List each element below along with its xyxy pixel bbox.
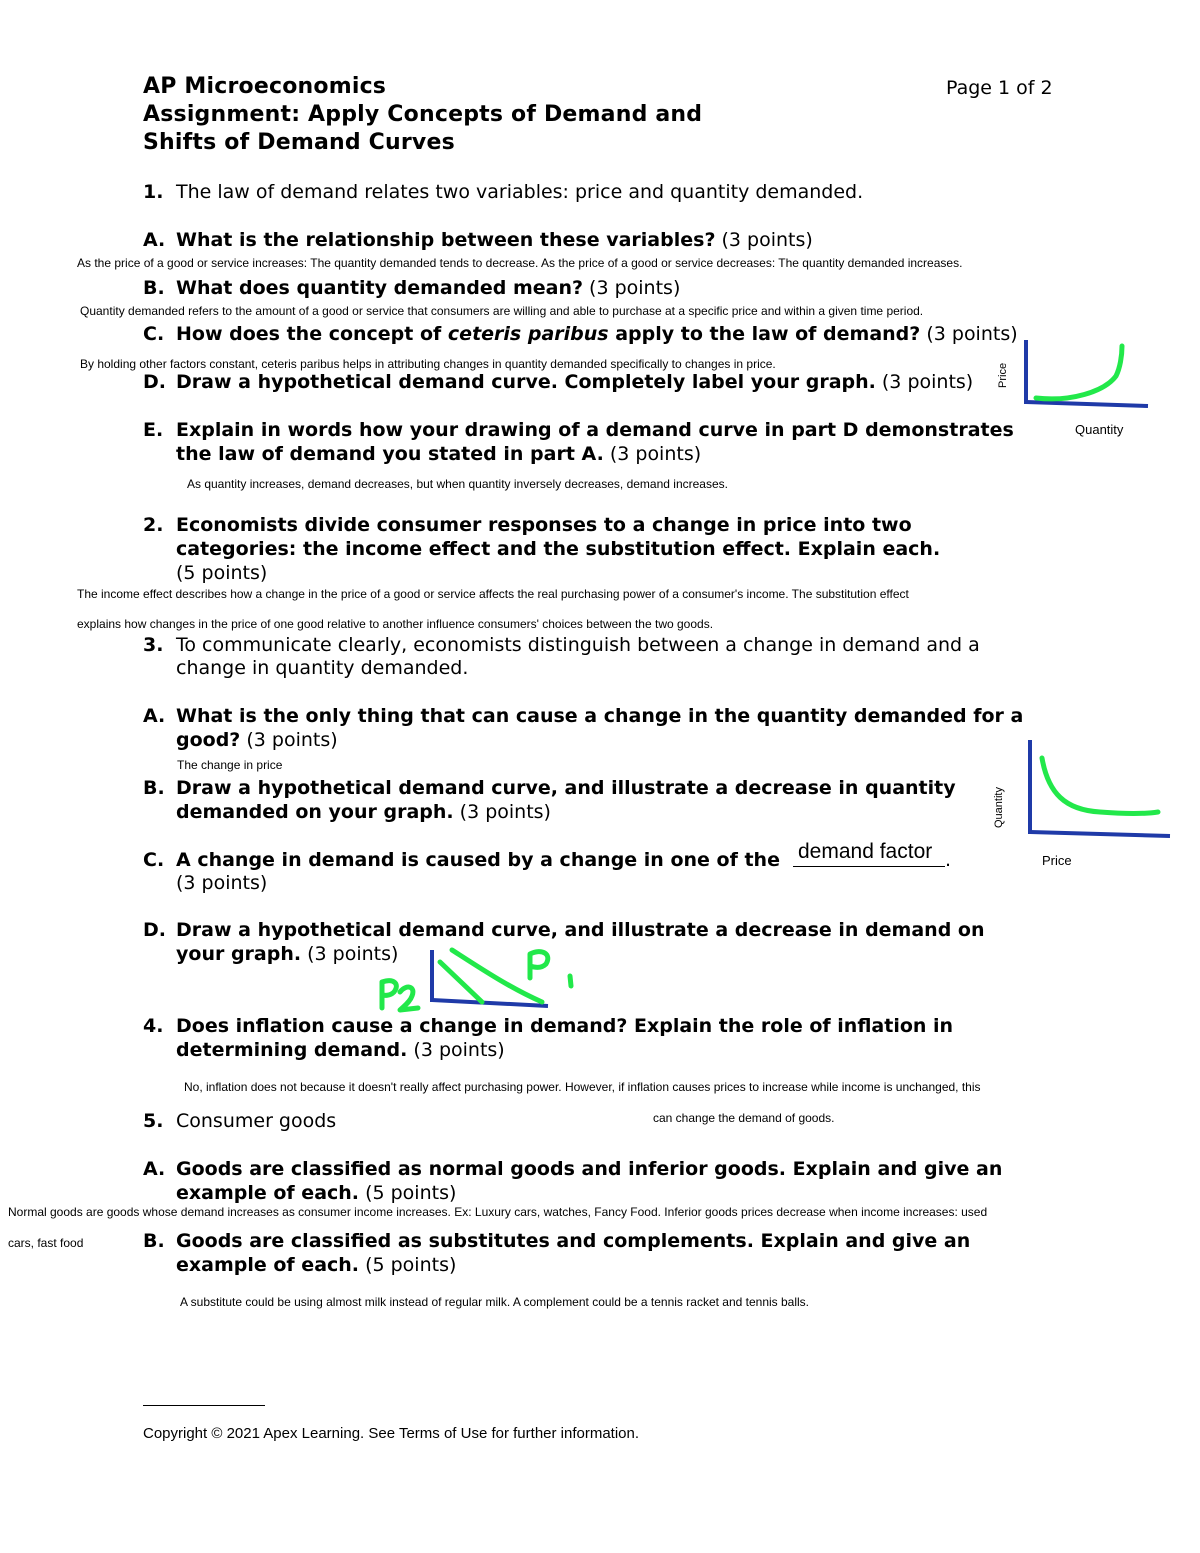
- q3c-blank-line: [793, 866, 945, 867]
- q5b-letter: B.: [143, 1230, 165, 1252]
- q3b-text-line2: demanded on your graph.: [176, 801, 454, 823]
- q5b-answer: A substitute could be using almost milk instead of regular milk. A complement could be a tennis racket and tennis balls.: [180, 1295, 810, 1309]
- q1e-question-line2: [176, 442, 701, 466]
- q5a-points: (5 points): [359, 1182, 457, 1204]
- q5-number: 5.: [143, 1110, 164, 1132]
- q1b-text: What does quantity demanded mean?: [176, 277, 584, 299]
- footer-separator: [143, 1405, 265, 1406]
- q1b-letter: B.: [143, 277, 165, 299]
- q1d-text: Draw a hypothetical demand curve. Completely label your graph.: [176, 371, 876, 393]
- q3d-text-line1: Draw a hypothetical demand curve, and illustrate a decrease in demand on: [176, 919, 985, 941]
- q3a-question: [143, 704, 1024, 728]
- q3b-points: (3 points): [453, 801, 551, 823]
- q2-answer-line2: explains how changes in the price of one good relative to another influence consumers' choices between the two goods.: [77, 617, 714, 631]
- assignment-title-line2: Shifts of Demand Curves: [143, 130, 455, 155]
- q1c-letter: C.: [143, 323, 165, 345]
- q1c-text-post: apply to the law of demand?: [608, 323, 921, 345]
- q1e-points: (3 points): [603, 443, 702, 465]
- graph2-y-label: Quantity: [993, 787, 1005, 828]
- q3b-text-line1: Draw a hypothetical demand curve, and illustrate a decrease in quantity: [176, 777, 956, 799]
- q1c-text-pre: How does the concept of: [176, 323, 448, 345]
- q1b-question: [143, 276, 681, 300]
- q1b-points: (3 points): [583, 277, 681, 299]
- q5a-text-line1: Goods are classified as normal goods and inferior goods. Explain and give an: [176, 1158, 1003, 1180]
- q1e-question: [143, 418, 1014, 442]
- q4-number: 4.: [143, 1015, 164, 1037]
- q1e-text-line1: Explain in words how your drawing of a demand curve in part D demonstrates: [176, 419, 1014, 441]
- graph2-x-axis: [1030, 832, 1170, 836]
- q3d-letter: D.: [143, 919, 166, 941]
- q5-text: Consumer goods: [176, 1110, 337, 1132]
- q2-text-line2: categories: the income effect and the substitution effect. Explain each.: [176, 538, 941, 560]
- q1a-answer: As the price of a good or service increases: The quantity demanded tends to decrease. As the price of a good or service decreases: The quantity demanded increases.: [77, 256, 963, 270]
- graph2-x-label: Price: [1042, 853, 1072, 868]
- graph1-x-label: Quantity: [1075, 422, 1124, 437]
- q3a-answer: The change in price: [177, 758, 283, 772]
- q3a-text-line1: What is the only thing that can cause a change in the quantity demanded for a: [176, 705, 1024, 727]
- q3b-question: [143, 776, 956, 800]
- q4-text-line2: determining demand.: [176, 1039, 408, 1061]
- q3a-text-line2: good?: [176, 729, 241, 751]
- q1a-text: What is the relationship between these variables?: [176, 229, 716, 251]
- q3c-letter: C.: [143, 849, 165, 871]
- q3a-question-line2: [176, 728, 338, 752]
- graph3-label-p2-glyph: [382, 981, 418, 1010]
- q5b-points: (5 points): [359, 1254, 457, 1276]
- q5b-text-line1: Goods are classified as substitutes and complements. Explain and give an: [176, 1230, 971, 1252]
- q5a-text-line2: example of each.: [176, 1182, 360, 1204]
- q1-number: 1.: [143, 181, 164, 203]
- q3c-question: [143, 848, 780, 872]
- graph3-label-p1-glyph: [530, 952, 571, 986]
- page-number: Page 1 of 2: [946, 77, 1053, 99]
- graph1-demand-curve: [1036, 346, 1122, 399]
- q1c-answer: By holding other factors constant, ceteris paribus helps in attributing changes in quantity demanded specifically to changes in price.: [80, 357, 776, 371]
- q1c-text-emphasis: ceteris paribus: [447, 323, 609, 345]
- q1a-question: [143, 228, 813, 252]
- q3-prompt: [143, 633, 980, 657]
- q1e-answer: As quantity increases, demand decreases, but when quantity inversely decreases, demand increases.: [187, 477, 728, 491]
- q5a-question-line2: [176, 1181, 456, 1205]
- q2-number: 2.: [143, 514, 164, 536]
- q3a-points: (3 points): [240, 729, 338, 751]
- q3d-points: (3 points): [301, 943, 399, 965]
- q4-text-line1: Does inflation cause a change in demand? Explain the role of inflation in: [176, 1015, 954, 1037]
- q1a-points: (3 points): [715, 229, 813, 251]
- q4-answer-line2: can change the demand of goods.: [653, 1111, 835, 1125]
- q1d-points: (3 points): [875, 371, 974, 393]
- q1e-text-line2: the law of demand you stated in part A.: [176, 443, 604, 465]
- footer-copyright: Copyright © 2021 Apex Learning. See Terms of Use for further information.: [143, 1425, 640, 1442]
- q4-answer-line1: No, inflation does not because it doesn't really affect purchasing power. However, if inflation causes prices to increase while income is unchanged, this: [184, 1080, 981, 1094]
- q1-text: The law of demand relates two variables: price and quantity demanded.: [176, 181, 864, 203]
- q4-question: [143, 1014, 954, 1038]
- q3c-period: .: [945, 849, 952, 871]
- q3-text-line1: To communicate clearly, economists distinguish between a change in demand and a: [176, 634, 980, 656]
- q2-text-line1: Economists divide consumer responses to a change in price into two: [176, 514, 912, 536]
- q3c-blank-answer: demand factor: [798, 840, 933, 863]
- graph1-x-axis: [1026, 402, 1148, 406]
- graph3-x-axis: [432, 1000, 548, 1006]
- q3b-letter: B.: [143, 777, 165, 799]
- q5b-question-line2: [176, 1253, 456, 1277]
- q5b-question: [143, 1229, 971, 1253]
- course-title: AP Microeconomics: [143, 74, 387, 99]
- q1c-points: (3 points): [920, 323, 1018, 345]
- q3-number: 3.: [143, 634, 164, 656]
- q2-question: [143, 513, 912, 537]
- q3d-question: [143, 918, 985, 942]
- graph1-y-label: Price: [997, 362, 1009, 388]
- q4-points: (3 points): [407, 1039, 505, 1061]
- q5a-question: [143, 1157, 1003, 1181]
- q5a-answer-line1: Normal goods are goods whose demand increases as consumer income increases. Ex: Luxury cars, watches, Fancy Food. Inferior goods prices decrease when income increases: used: [8, 1205, 988, 1219]
- q1b-answer: Quantity demanded refers to the amount of a good or service that consumers are willing and able to purchase at a specific price and within a given time period.: [80, 304, 924, 318]
- q3b-demand-graph: [1020, 738, 1180, 843]
- q1e-letter: E.: [143, 419, 164, 441]
- q3d-text-line2: your graph.: [176, 943, 302, 965]
- q5-prompt: [143, 1109, 337, 1133]
- q2-points: (5 points): [176, 562, 268, 584]
- q3c-text: A change in demand is caused by a change in one of the: [176, 849, 780, 871]
- q5a-letter: A.: [143, 1158, 166, 1180]
- q5a-answer-line2: cars, fast food: [8, 1236, 84, 1250]
- q1d-letter: D.: [143, 371, 166, 393]
- q3d-question-line2: [176, 942, 398, 966]
- q1c-question: [143, 322, 1018, 346]
- q1d-question: [143, 370, 974, 394]
- q3a-letter: A.: [143, 705, 166, 727]
- q3c-points: (3 points): [176, 872, 268, 894]
- q3-text-line2: change in quantity demanded.: [176, 657, 469, 679]
- q3b-question-line2: [176, 800, 551, 824]
- q3d-demand-shift-graph: [370, 940, 590, 1015]
- q5b-text-line2: example of each.: [176, 1254, 360, 1276]
- q4-question-line2: [176, 1038, 505, 1062]
- q1-prompt: [143, 180, 864, 204]
- q1a-letter: A.: [143, 229, 166, 251]
- assignment-title-line1: Assignment: Apply Concepts of Demand and: [143, 102, 703, 127]
- q2-answer-line1: The income effect describes how a change in the price of a good or service affects the real purchasing power of a consumer's income. The substitution effect: [77, 587, 909, 601]
- graph2-demand-curve: [1042, 758, 1158, 814]
